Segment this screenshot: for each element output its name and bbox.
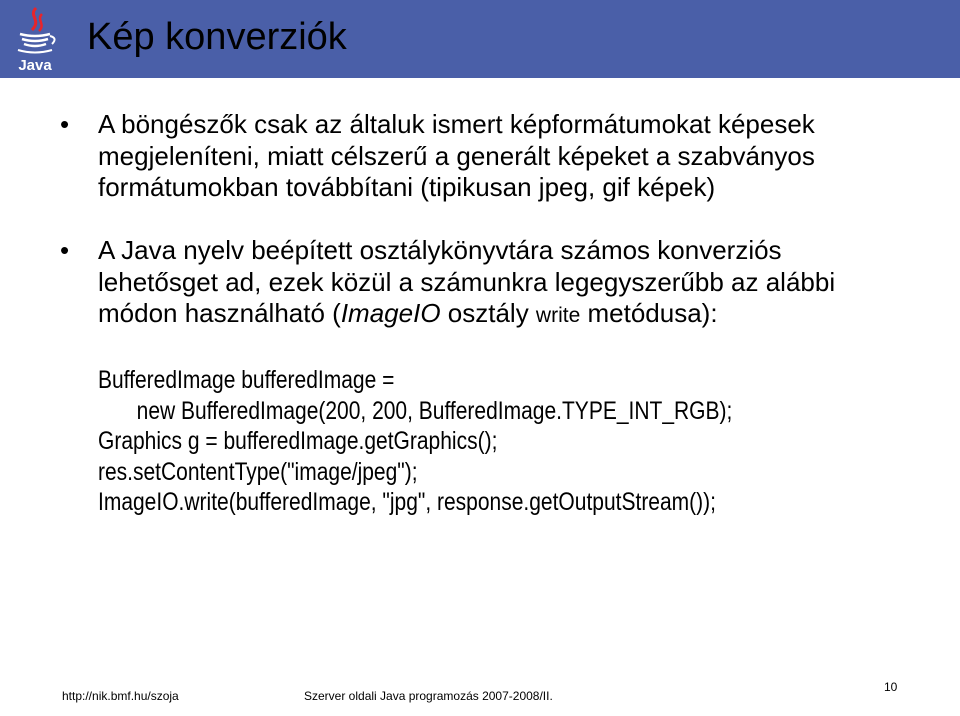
code-line: Graphics g = bufferedImage.getGraphics(); bbox=[98, 427, 498, 455]
bullet-dot: • bbox=[60, 109, 70, 139]
code-line: BufferedImage bufferedImage = bbox=[98, 366, 395, 394]
bullet-item bbox=[60, 109, 898, 204]
footer-url: http://nik.bmf.hu/szoja bbox=[62, 689, 179, 703]
method-name: write bbox=[535, 304, 581, 327]
logo-text: Java bbox=[18, 57, 52, 74]
bullet-item bbox=[60, 235, 898, 332]
bullet-dot: • bbox=[60, 235, 70, 265]
bullet-text: A böngészők csak az általuk ismert képformátumokat képesek megjeleníteni, miatt célszerű a generált képeket a szabványos formátumokban továbbítani (tipikusan jpeg, gif képek) bbox=[98, 109, 815, 202]
footer-course: Szerver oldali Java programozás 2007-2008/II. bbox=[304, 689, 553, 703]
bullet-text-middle: osztály bbox=[440, 298, 536, 328]
class-name: ImageIO bbox=[340, 298, 441, 328]
page-number: 10 bbox=[884, 680, 898, 694]
code-line: res.setContentType("image/jpeg"); bbox=[98, 457, 418, 486]
java-logo bbox=[6, 4, 64, 76]
java-cup-icon bbox=[6, 4, 64, 76]
code-line: new BufferedImage(200, 200, BufferedImage.TYPE_INT_RGB); bbox=[136, 396, 733, 425]
code-line: ImageIO.write(bufferedImage, "jpg", response.getOutputStream()); bbox=[98, 488, 716, 516]
code-block bbox=[98, 365, 795, 518]
slide-title: Kép konverziók bbox=[87, 16, 347, 58]
bullet-text-end: metódusa): bbox=[580, 298, 718, 328]
bullet-text: A Java nyelv beépített osztálykönyvtára számos konverziós lehetősget ad, ezek közül a számunkra legegyszerűbb az alábbi módon használható ( bbox=[98, 235, 836, 328]
